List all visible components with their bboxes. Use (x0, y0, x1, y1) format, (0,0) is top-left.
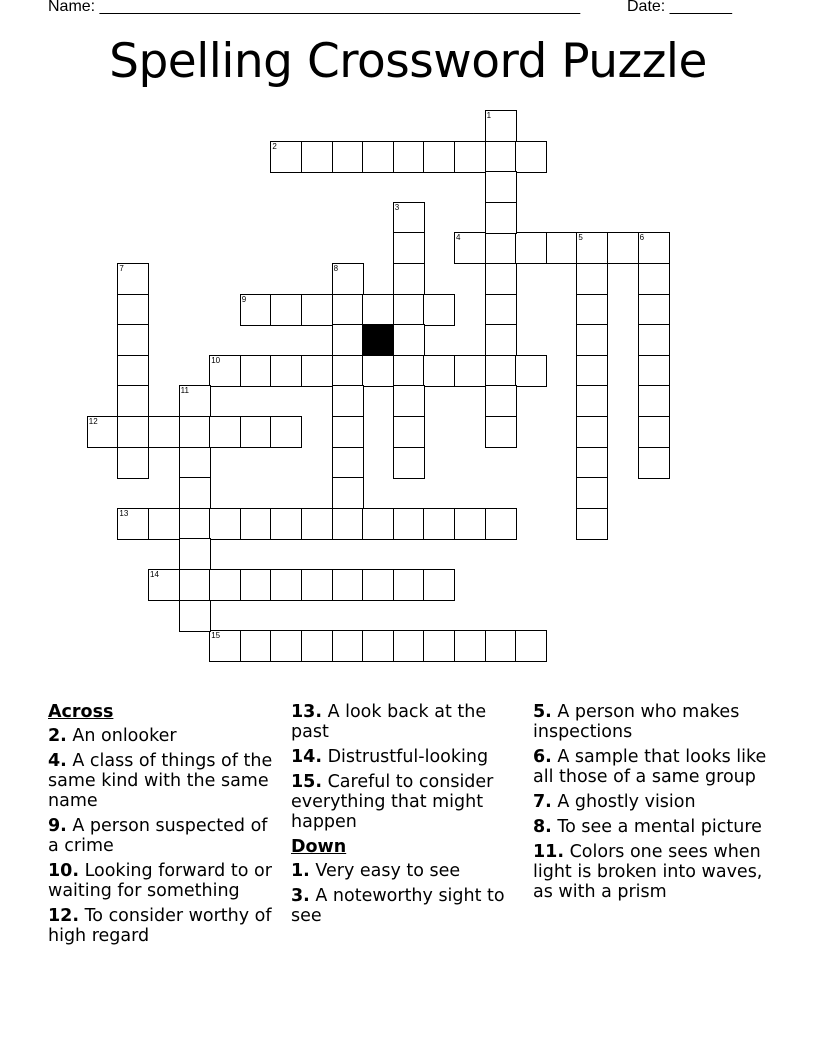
grid-cell[interactable] (393, 447, 425, 479)
grid-cell[interactable] (638, 355, 670, 387)
grid-cell[interactable] (332, 569, 364, 601)
grid-cell[interactable] (332, 294, 364, 326)
grid-cell[interactable] (485, 416, 517, 448)
name-line[interactable]: ______________________________________________________ (99, 0, 581, 15)
date-line[interactable]: _______ (669, 0, 732, 15)
clue-text: A look back at the past (291, 702, 487, 742)
cell-number: 15 (211, 631, 221, 641)
grid-cell[interactable] (515, 232, 547, 264)
grid-cell-10[interactable] (209, 355, 241, 387)
clue-number: 15. (291, 772, 323, 792)
grid-cell[interactable] (485, 232, 517, 264)
cell-number: 12 (88, 417, 98, 426)
grid-cell[interactable] (576, 477, 608, 509)
grid-cell[interactable] (393, 232, 425, 264)
clue-text: Very easy to see (309, 861, 461, 881)
grid-cell[interactable] (362, 141, 394, 173)
clue-number: 2. (48, 726, 67, 746)
clue-text: A ghostly vision (551, 792, 696, 812)
grid-cell[interactable] (179, 447, 211, 479)
down-heading: Down (291, 837, 347, 857)
grid-cell-3[interactable] (393, 202, 425, 234)
grid-cell[interactable] (270, 569, 302, 601)
grid-cell[interactable] (515, 355, 547, 387)
clue-down-11 (533, 842, 773, 902)
grid-cell[interactable] (638, 385, 670, 417)
clue-column-3 (533, 702, 773, 907)
grid-cell[interactable] (270, 294, 302, 326)
grid-cell[interactable] (270, 630, 302, 662)
clue-number: 1. (291, 861, 310, 881)
clue-number: 12. (48, 906, 80, 926)
clue-down-3 (291, 886, 523, 926)
cell-number: 13 (119, 508, 129, 518)
clue-text: Looking forward to or waiting for something (48, 861, 272, 901)
across-heading: Across (48, 702, 114, 722)
cell-number: 9 (241, 294, 247, 304)
grid-cell[interactable] (576, 416, 608, 448)
grid-cell[interactable] (332, 477, 364, 509)
clue-number: 4. (48, 751, 67, 771)
grid-cell[interactable] (209, 508, 241, 540)
grid-cell[interactable] (576, 355, 608, 387)
grid-cell[interactable] (332, 416, 364, 448)
grid-cell[interactable] (148, 416, 180, 448)
cell-number: 10 (211, 355, 221, 365)
grid-cell[interactable] (576, 508, 608, 540)
grid-cell[interactable] (270, 416, 302, 448)
grid-cell[interactable] (393, 141, 425, 173)
grid-cell[interactable] (301, 294, 333, 326)
grid-cell[interactable] (332, 508, 364, 540)
grid-cell[interactable] (638, 263, 670, 295)
clue-across-9 (48, 816, 280, 856)
grid-cell[interactable] (301, 630, 333, 662)
clue-down-5 (533, 702, 773, 742)
clue-number: 13. (291, 702, 323, 722)
grid-cell[interactable] (638, 324, 670, 356)
clue-across-13 (291, 702, 523, 742)
cell-number: 5 (578, 233, 583, 243)
grid-cell[interactable] (576, 294, 608, 326)
clue-across-12 (48, 906, 280, 946)
grid-cell-12[interactable] (87, 416, 119, 448)
grid-cell[interactable] (485, 508, 517, 540)
grid-cell[interactable] (117, 416, 149, 448)
grid-cell[interactable] (393, 569, 425, 601)
grid-cell[interactable] (485, 630, 517, 662)
grid-cell[interactable] (117, 324, 149, 356)
grid-cell-1[interactable] (485, 110, 517, 142)
clue-across-2 (48, 726, 280, 746)
grid-cell[interactable] (332, 447, 364, 479)
grid-cell[interactable] (332, 324, 364, 356)
grid-cell[interactable] (179, 600, 211, 632)
grid-cell[interactable] (362, 355, 394, 387)
grid-cell[interactable] (638, 447, 670, 479)
clue-number: 5. (533, 702, 552, 722)
clue-across-15 (291, 772, 523, 832)
date-label: Date: (627, 0, 670, 15)
grid-cell[interactable] (393, 385, 425, 417)
grid-cell[interactable] (485, 355, 517, 387)
grid-cell[interactable] (240, 569, 272, 601)
cell-number: 2 (272, 141, 277, 151)
clue-text: Careful to consider everything that might happen (291, 772, 494, 832)
grid-cell[interactable] (332, 141, 364, 173)
cell-number: 6 (639, 233, 645, 243)
grid-cell[interactable] (117, 355, 149, 387)
clue-number: 6. (533, 747, 552, 767)
grid-cell[interactable] (240, 355, 272, 387)
grid-cell[interactable] (270, 508, 302, 540)
clue-number: 3. (291, 886, 310, 906)
grid-cell[interactable] (423, 569, 455, 601)
grid-cell[interactable] (209, 416, 241, 448)
clue-down-7 (533, 792, 773, 812)
grid-cell[interactable] (179, 416, 211, 448)
grid-cell[interactable] (393, 355, 425, 387)
grid-cell-11[interactable] (179, 385, 211, 417)
clue-number: 11. (533, 842, 565, 862)
black-square (362, 324, 393, 355)
grid-cell-6[interactable] (638, 232, 670, 264)
clue-column-2 (291, 702, 523, 931)
grid-cell[interactable] (454, 630, 486, 662)
grid-cell-14[interactable] (148, 569, 180, 601)
clue-number: 9. (48, 816, 67, 836)
grid-cell[interactable] (515, 630, 547, 662)
grid-cell[interactable] (179, 538, 211, 570)
name-label: Name: (48, 0, 100, 15)
grid-cell[interactable] (638, 416, 670, 448)
grid-cell[interactable] (301, 355, 333, 387)
clue-text: To consider worthy of high regard (48, 906, 272, 946)
clue-text: A noteworthy sight to see (291, 886, 505, 926)
grid-cell[interactable] (515, 141, 547, 173)
cell-number: 3 (394, 202, 400, 212)
grid-cell[interactable] (148, 508, 180, 540)
grid-cell[interactable] (485, 171, 517, 203)
clue-across-4 (48, 751, 280, 811)
clue-number: 7. (533, 792, 552, 812)
grid-cell[interactable] (423, 508, 455, 540)
grid-cell[interactable] (485, 202, 517, 234)
cell-number: 11 (180, 386, 189, 396)
grid-cell[interactable] (362, 569, 394, 601)
grid-cell[interactable] (179, 508, 211, 540)
grid-cell[interactable] (423, 630, 455, 662)
grid-cell[interactable] (209, 569, 241, 601)
grid-cell[interactable] (454, 508, 486, 540)
grid-cell-8[interactable] (332, 263, 364, 295)
grid-cell-5[interactable] (576, 232, 608, 264)
clue-down-8 (533, 817, 773, 837)
grid-cell[interactable] (485, 324, 517, 356)
grid-cell[interactable] (576, 447, 608, 479)
grid-cell[interactable] (607, 232, 639, 264)
grid-cell[interactable] (240, 416, 272, 448)
grid-cell[interactable] (301, 141, 333, 173)
grid-cell[interactable] (301, 569, 333, 601)
grid-cell[interactable] (454, 355, 486, 387)
grid-cell[interactable] (393, 416, 425, 448)
clue-across-14 (291, 747, 523, 767)
grid-cell[interactable] (454, 141, 486, 173)
grid-cell[interactable] (638, 294, 670, 326)
cell-number: 8 (333, 264, 339, 273)
grid-cell[interactable] (362, 294, 394, 326)
grid-cell[interactable] (332, 385, 364, 417)
clue-down-6 (533, 747, 773, 787)
grid-cell[interactable] (362, 630, 394, 662)
clue-number: 10. (48, 861, 80, 881)
cell-number: 4 (456, 233, 461, 243)
grid-cell[interactable] (576, 263, 608, 295)
grid-cell[interactable] (240, 508, 272, 540)
clue-text: A person suspected of a crime (48, 816, 268, 856)
grid-cell[interactable] (117, 385, 149, 417)
grid-cell-9[interactable] (240, 294, 272, 326)
grid-cell[interactable] (240, 630, 272, 662)
grid-cell[interactable] (485, 141, 517, 173)
grid-cell[interactable] (301, 508, 333, 540)
grid-cell[interactable] (270, 355, 302, 387)
clue-text: A sample that looks like all those of a same group (533, 747, 767, 787)
clue-number: 8. (533, 817, 552, 837)
grid-cell[interactable] (546, 232, 578, 264)
grid-cell-15[interactable] (209, 630, 241, 662)
grid-cell[interactable] (576, 324, 608, 356)
clue-text: Colors one sees when light is broken into waves, as with a prism (533, 842, 763, 902)
grid-cell[interactable] (362, 508, 394, 540)
grid-cell[interactable] (393, 324, 425, 356)
clue-text: A person who makes inspections (533, 702, 740, 742)
grid-cell[interactable] (485, 385, 517, 417)
clue-text: A class of things of the same kind with the same name (48, 751, 273, 811)
grid-cell[interactable] (393, 630, 425, 662)
grid-cell[interactable] (393, 508, 425, 540)
grid-cell[interactable] (117, 294, 149, 326)
clue-text: To see a mental picture (551, 817, 762, 837)
grid-cell[interactable] (423, 141, 455, 173)
grid-cell[interactable] (423, 355, 455, 387)
grid-cell[interactable] (332, 355, 364, 387)
grid-cell[interactable] (179, 477, 211, 509)
clue-down-1 (291, 861, 523, 881)
cell-number: 1 (486, 111, 492, 120)
grid-cell[interactable] (393, 294, 425, 326)
cell-number: 7 (119, 264, 124, 273)
page-title: Spelling Crossword Puzzle (109, 34, 707, 89)
grid-cell[interactable] (485, 294, 517, 326)
grid-cell-13[interactable] (117, 508, 149, 540)
clue-column-1 (48, 702, 280, 951)
clue-across-10 (48, 861, 280, 901)
clue-text: An onlooker (66, 726, 177, 746)
grid-cell[interactable] (117, 447, 149, 479)
clue-text: Distrustful-looking (322, 747, 489, 767)
grid-cell[interactable] (393, 263, 425, 295)
cell-number: 14 (150, 570, 159, 579)
grid-cell[interactable] (332, 630, 364, 662)
grid-cell[interactable] (179, 569, 211, 601)
grid-cell[interactable] (485, 263, 517, 295)
grid-cell[interactable] (423, 294, 455, 326)
grid-cell-4[interactable] (454, 232, 486, 264)
grid-cell-2[interactable] (270, 141, 302, 173)
grid-cell[interactable] (576, 385, 608, 417)
clue-number: 14. (291, 747, 323, 767)
grid-cell-7[interactable] (117, 263, 149, 295)
